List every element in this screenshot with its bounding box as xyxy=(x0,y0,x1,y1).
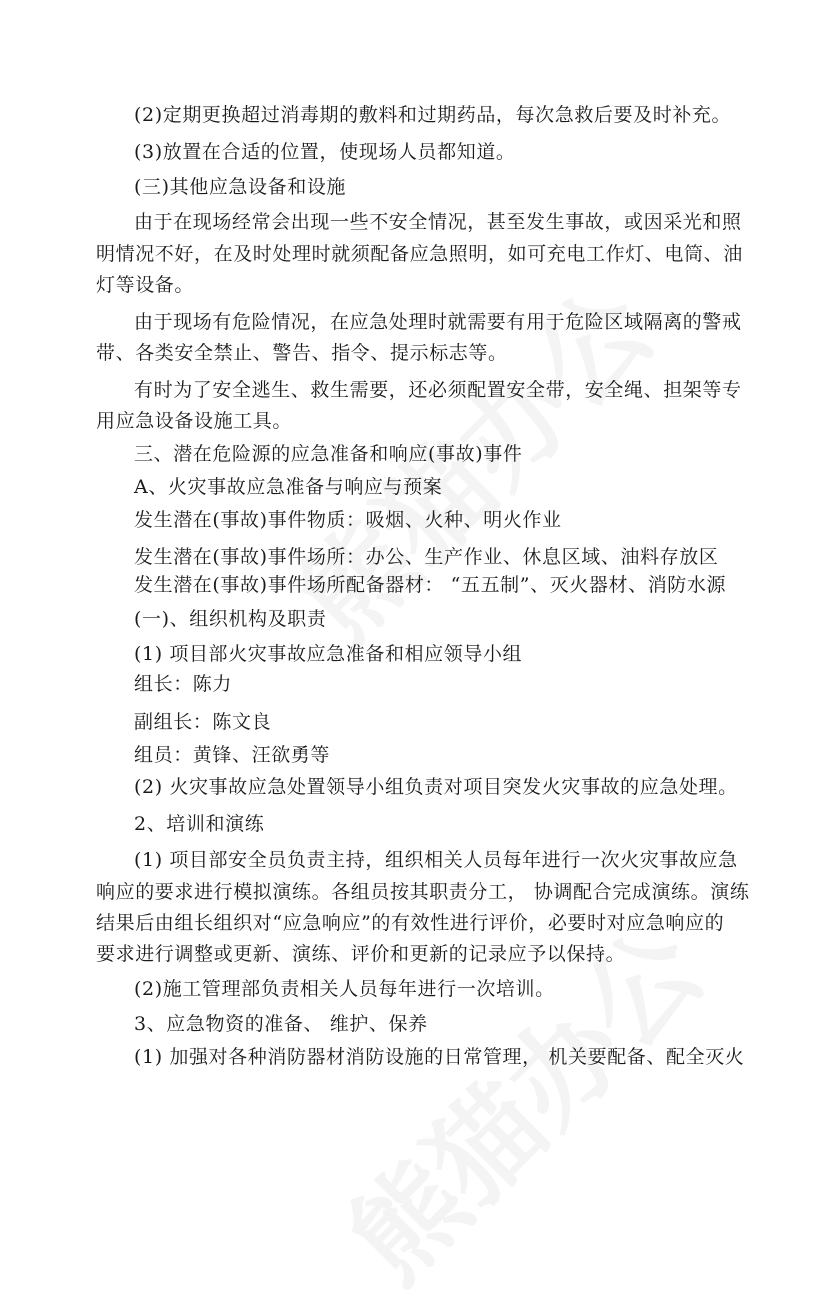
text-line-4: 由于在现场经常会出现一些不安全情况，甚至发生事故，或因采光和照 xyxy=(134,211,742,233)
text-line-27: (2)施工管理部负责相关人员每年进行一次培训。 xyxy=(134,978,555,1000)
subsection-heading-organization: (一)、组织机构及职责 xyxy=(134,608,327,630)
subsection-heading-fire: A、火灾事故应急准备与响应与预案 xyxy=(134,476,443,498)
text-line-23: (1) 项目部安全员负责主持，组织相关人员每年进行一次火灾事故应急 xyxy=(134,849,738,871)
text-line-8: 带、各类安全禁止、警告、指令、提示标志等。 xyxy=(96,342,508,364)
text-line-19: 副组长：陈文良 xyxy=(134,711,272,733)
text-line-17: (1) 项目部火灾事故应急准备和相应领导小组 xyxy=(134,643,523,665)
text-line-13: 发生潜在(事故)事件物质：吸烟、火种、明火作业 xyxy=(134,509,562,531)
section-heading-hazard: 三、潜在危险源的应急准备和响应(事故)事件 xyxy=(134,443,523,465)
text-line-25: 结果后由组长组织对“应急响应”的有效性进行评价，必要时对应急响应的 xyxy=(96,912,725,934)
text-line-29: (1) 加强对各种消防器材消防设施的日常管理， 机关要配备、配全灭火 xyxy=(134,1046,745,1068)
text-line-15: 发生潜在(事故)事件场所配备器材： “五五制”、灭火器材、消防水源 xyxy=(134,574,727,596)
subsection-heading-training: 2、培训和演练 xyxy=(134,813,265,835)
text-line-24: 响应的要求进行模拟演练。各组员按其职责分工， 协调配合完成演练。演练 xyxy=(96,881,750,903)
text-line-26: 要求进行调整或更新、演练、评价和更新的记录应予以保持。 xyxy=(96,943,626,965)
text-line-14: 发生潜在(事故)事件场所：办公、生产作业、休息区域、油料存放区 xyxy=(134,546,719,568)
text-line-2: (3)放置在合适的位置，使现场人员都知道。 xyxy=(134,141,516,163)
text-line-10: 用应急设备设施工具。 xyxy=(96,410,293,432)
text-line-1: (2)定期更换超过消毒期的敷料和过期药品，每次急救后要及时补充。 xyxy=(134,104,732,126)
subsection-heading-materials: 3、应急物资的准备、 维护、保养 xyxy=(134,1013,428,1035)
text-line-18: 组长：陈力 xyxy=(134,673,233,695)
text-line-6: 灯等设备。 xyxy=(96,274,195,296)
text-line-20: 组员：黄锋、汪欲勇等 xyxy=(134,744,331,766)
text-line-21: (2) 火灾事故应急处置领导小组负责对项目突发火灾事故的应急处理。 xyxy=(134,776,738,798)
text-line-7: 由于现场有危险情况，在应急处理时就需要有用于危险区域隔离的警戒 xyxy=(134,311,742,333)
text-line-5: 明情况不好，在及时处理时就须配备应急照明，如可充电工作灯、电筒、油 xyxy=(96,243,743,265)
text-line-9: 有时为了安全逃生、救生需要，还必须配置安全带，安全绳、担架等专 xyxy=(134,379,742,401)
section-heading-other-equipment: (三)其他应急设备和设施 xyxy=(134,176,347,198)
